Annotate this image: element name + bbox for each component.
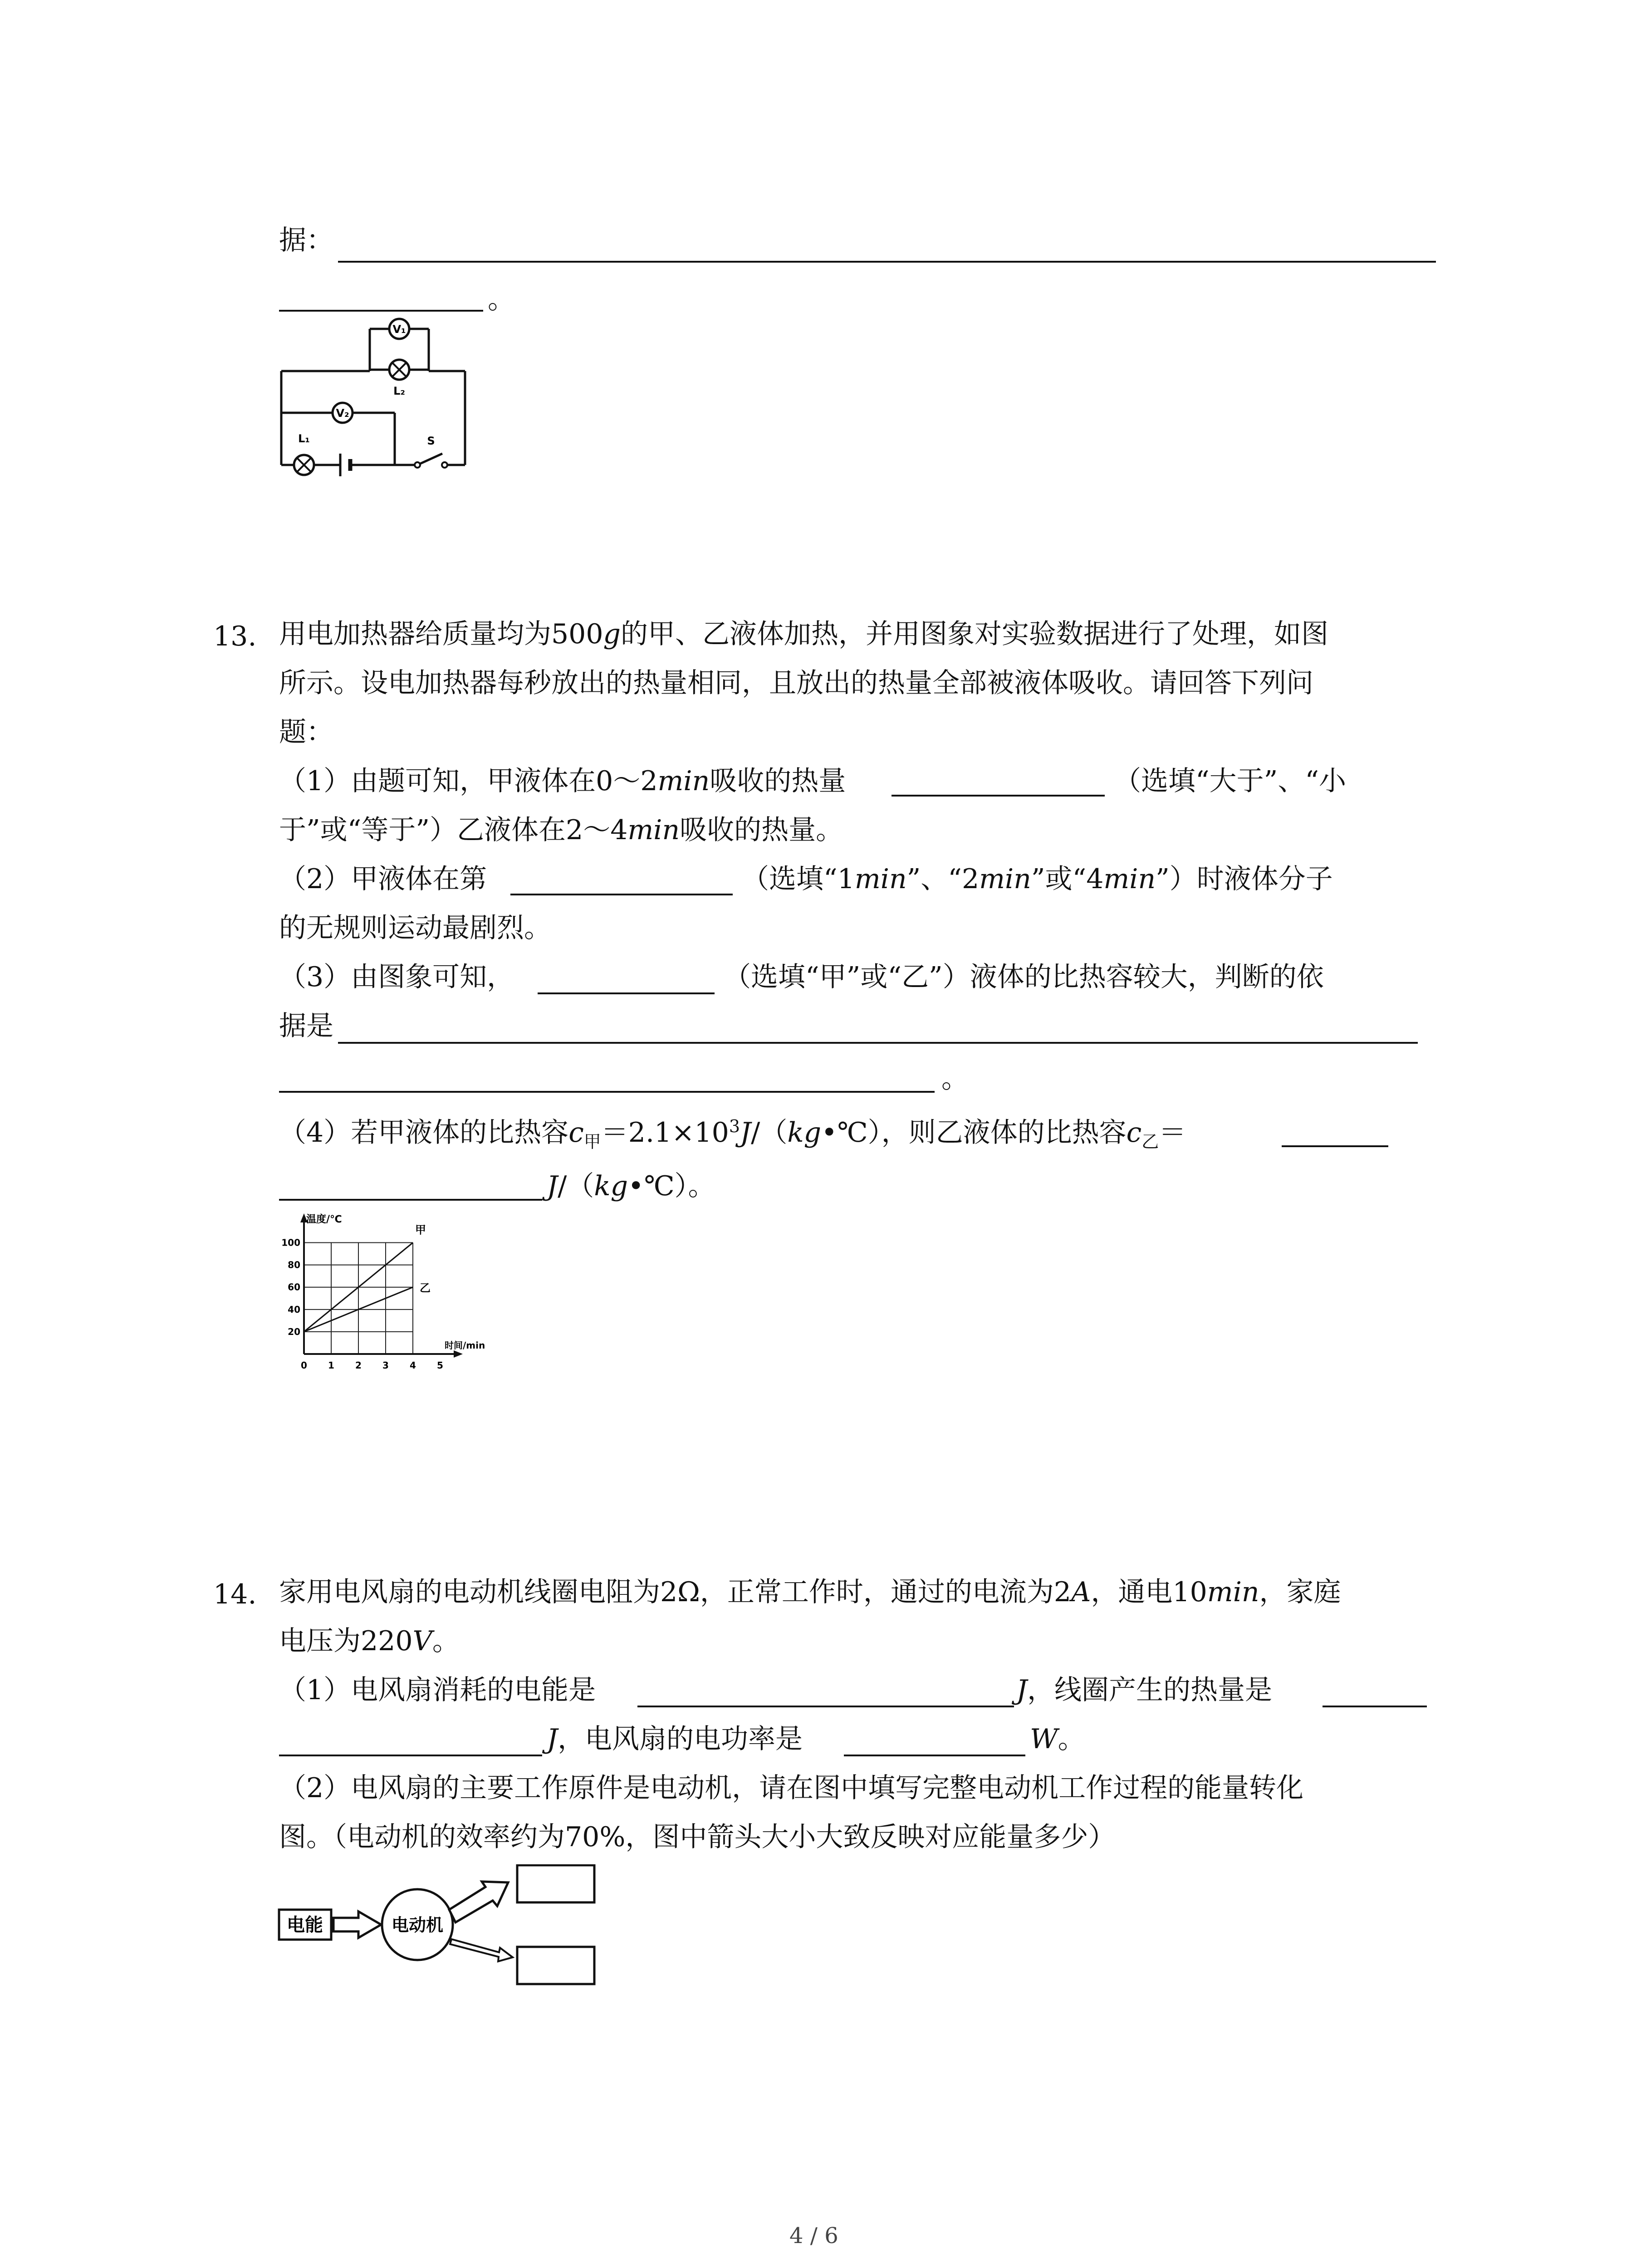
x-tick-label: 1	[328, 1360, 334, 1371]
q13-part2-options: （选填“1min”、“2min”或“4min”）时液体分子	[742, 863, 1333, 895]
q13-part4-blank-1[interactable]	[1282, 1145, 1388, 1147]
page-number: 4 / 6	[789, 2223, 838, 2248]
q14-energy-flow-diagram	[272, 1864, 599, 2000]
q13-stem-line3: 题：	[279, 716, 333, 748]
y-axis-label: 温度/℃	[306, 1214, 342, 1225]
input-arrow-icon	[333, 1911, 381, 1938]
motor-label: 电动机	[391, 1915, 444, 1935]
q13-part3-line2: 据是	[279, 1010, 333, 1042]
electric-energy-label: 电能	[287, 1915, 323, 1936]
q14-stem-line1: 家用电风扇的电动机线圈电阻为2Ω，正常工作时，通过的电流为2A，通电10min，家庭	[279, 1576, 1341, 1608]
series-label-2: 乙	[420, 1281, 431, 1295]
q14-part2-line1: （2）电风扇的主要工作原件是电动机，请在图中填写完整电动机工作过程的能量转化	[279, 1772, 1304, 1804]
x-tick-label: 0	[301, 1360, 307, 1371]
y-tick-label: 100	[281, 1237, 300, 1248]
q13-part3-options: （选填“甲”或“乙”）液体的比热容较大，判断的依	[724, 961, 1324, 993]
q13-part2-blank[interactable]	[510, 894, 733, 895]
y-tick-label: 80	[288, 1259, 300, 1271]
y-tick-label: 60	[288, 1281, 300, 1293]
x-tick-label: 3	[382, 1360, 389, 1371]
q13-part4-unit: J/（kg•℃）。	[547, 1170, 715, 1202]
q13-part3-blank-3[interactable]	[279, 1091, 935, 1093]
q13-part1-options: （选填“大于”、“小	[1114, 765, 1347, 797]
l2-label: L₂	[393, 385, 405, 397]
q14-part1-blank-4[interactable]	[844, 1755, 1025, 1756]
output-arrow-large-icon	[449, 1882, 508, 1922]
q14-part1-line1-a: （1）电风扇消耗的电能是	[279, 1674, 596, 1706]
q12-period: 。	[488, 284, 515, 315]
q14-part1-line1-b: J，线圈产生的热量是	[1016, 1674, 1273, 1706]
q13-part2-line1-a: （2）甲液体在第	[279, 863, 487, 895]
q14-part1-blank-1[interactable]	[637, 1706, 1014, 1707]
q12-answer-blank-1[interactable]	[338, 261, 1436, 263]
q13-number: 13.	[213, 621, 257, 652]
x-tick-label: 5	[437, 1360, 443, 1371]
q13-stem-line2: 所示。设电加热器每秒放出的热量相同，且放出的热量全部被液体吸收。请回答下列问	[279, 667, 1313, 699]
q13-temperature-time-chart	[259, 1204, 495, 1399]
q13-part3-blank-1[interactable]	[538, 992, 715, 994]
q14-stem-line2: 电压为220V。	[279, 1625, 460, 1657]
x-tick-label: 4	[410, 1360, 416, 1371]
v2-label: V₂	[336, 407, 349, 420]
answer-box-lower[interactable]	[517, 1947, 594, 1984]
q14-part1-line2-b: W。	[1030, 1723, 1085, 1755]
q14-part1-line2-a: J，电风扇的电功率是	[547, 1723, 803, 1755]
q13-part1-line2: 于”或“等于”）乙液体在2～4min吸收的热量。	[279, 814, 843, 846]
q14-part1-blank-2[interactable]	[1323, 1706, 1427, 1707]
answer-box-upper[interactable]	[517, 1865, 594, 1902]
q13-part1-line1: （1）由题可知，甲液体在0～2min吸收的热量	[279, 765, 846, 797]
q14-part1-blank-3[interactable]	[279, 1755, 542, 1756]
q14-part2-line2: 图。（电动机的效率约为70%，图中箭头大小大致反映对应能量多少）	[279, 1821, 1116, 1853]
x-axis-arrow-icon	[454, 1350, 463, 1358]
series-label-1: 甲	[415, 1223, 426, 1237]
q12-line1-prefix: 据：	[279, 225, 333, 256]
x-axis-label: 时间/min	[445, 1340, 485, 1351]
switch-s-label: S	[427, 435, 435, 447]
x-tick-label: 2	[355, 1360, 362, 1371]
q13-part4-blank-2[interactable]	[279, 1199, 542, 1201]
y-tick-label: 40	[288, 1304, 300, 1315]
v1-label: V₁	[392, 323, 406, 336]
output-arrow-small-icon	[450, 1939, 513, 1961]
q13-part4-line1: （4）若甲液体的比热容$c_甲=2.1\times 10^3J/(kg•℃)$，则乙液体的比热容$c_乙=$	[279, 1116, 1186, 1152]
q13-part3-blank-2[interactable]	[338, 1042, 1418, 1044]
q13-stem-line1: 用电加热器给质量均为500g的甲、乙液体加热，并用图象对实验数据进行了处理，如图	[279, 618, 1328, 650]
q13-part3-line1-a: （3）由图象可知，	[279, 961, 514, 993]
q13-part2-line2: 的无规则运动最剧烈。	[279, 912, 551, 944]
y-tick-label: 20	[288, 1326, 300, 1337]
l1-label: L₁	[298, 432, 310, 445]
q13-part1-blank[interactable]	[892, 795, 1105, 797]
q13-part3-period: 。	[941, 1063, 969, 1095]
q12-circuit-diagram	[272, 304, 481, 485]
q14-number: 14.	[213, 1579, 257, 1610]
